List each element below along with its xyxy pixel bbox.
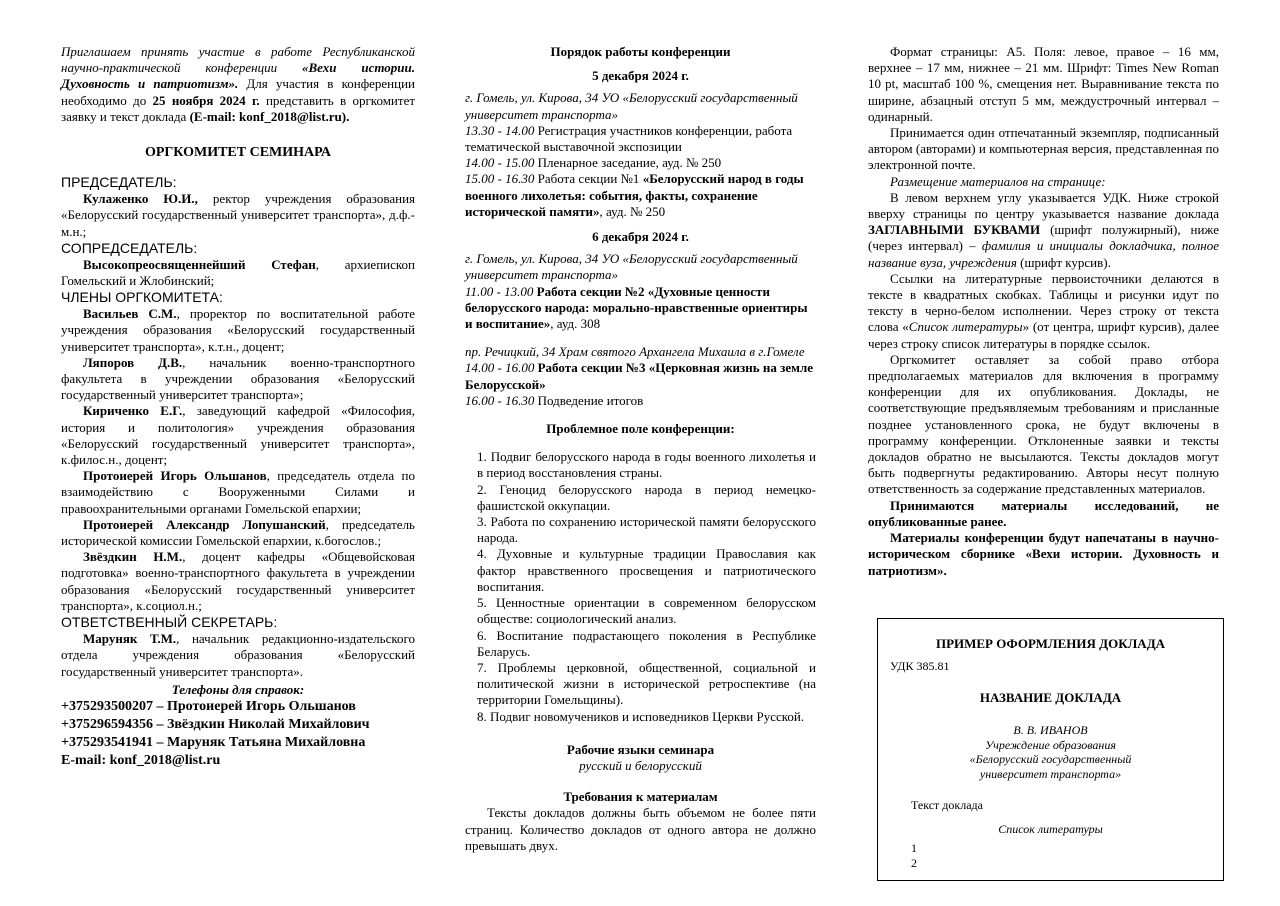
member-entry: Звёздкин Н.М., доцент кафедры «Общевойсковая подготовка» военно-транспортного факультета в учреждении образования «Белорусский государственный университет транспорта», к.социол.н.; [61, 549, 415, 613]
phone-line: +375296594356 – Звёздкин Николай Михайлович [61, 716, 370, 732]
list-item: 4. Духовные и культурные традиции Православия как фактор нравственного просвещения и патриотического воспитания. [477, 546, 816, 594]
schedule-item: 13.30 - 14.00 Регистрация участников конференции, работа тематической выставочной экспозиции [465, 122, 793, 155]
list-item: 1. Подвиг белорусского народа в годы военного лихолетья и в период восстановления страны. [477, 449, 816, 481]
chair-label: ПРЕДСЕДАТЕЛЬ: [61, 174, 177, 191]
references-text: Ссылки на литературные первоисточники делаются в тексте в квадратных скобках. Таблицы и рисунки идут по тексту в черно-белом исполнении. Через строку от текста слова «Список литературы» (от центра, шрифт курсив), далее через строку список литературы в порядке ссылок. [868, 270, 1220, 351]
sample-report-name: НАЗВАНИЕ ДОКЛАДА [979, 690, 1122, 705]
cochair-entry: Высокопреосвященнейший Стефан, архиепископ Гомельский и Жлобинский; [61, 256, 415, 289]
column-formatting [868, 44, 1219, 579]
sample-org-line: Учреждение образования [985, 737, 1116, 752]
sample-author: В. В. ИВАНОВ [1013, 723, 1088, 737]
sample-ref-number: 2 [911, 856, 917, 870]
day2-venue-2: пр. Речицкий, 34 Храм святого Архангела Михаила в г.Гомеле [465, 344, 805, 360]
publish-notice: Материалы конференции будут напечатаны в научно-историческом сборнике «Вехи истории. Духовность и патриотизм». [868, 530, 1219, 578]
sample-org-line: «Белорусский государственный [969, 752, 1132, 766]
cochair-label: СОПРЕДСЕДАТЕЛЬ: [61, 239, 198, 256]
sample-body-text: Текст доклада [911, 798, 983, 812]
schedule-heading: Порядок работы конференции [550, 44, 731, 59]
schedule-item: 15.00 - 16.30 Работа секции №1 «Белорусский народ в годы военного лихолетья: события, факты, сохранение исторической памяти», ауд. № 250 [465, 171, 804, 219]
member-entry: Протоиерей Александр Лопушанский, председатель исторической комиссии Гомельской епархии, к.богослов.; [61, 516, 415, 549]
member-entry: Васильев С.М., проректор по воспитательной работе учреждения образования «Белорусский государственный университет транспорта», к.т.н., доцент; [61, 306, 415, 354]
placement-text: В левом верхнем углу указывается УДК. Ниже строкой вверху страницы по центру указывается название доклада ЗАГЛАВНЫМИ БУКВАМИ (шрифт полужирный), ниже (через интервал) – фамилия и инициалы докладчика, полное название вуза, учреждения (шрифт курсив). [868, 189, 1220, 270]
requirements-heading: Требования к материалам [563, 789, 718, 805]
secretary-entry: Маруняк Т.М., начальник редакционно-издательского отдела учреждения образования «Белорусский государственный университет транспорта». [61, 631, 415, 679]
placement-heading: Размещение материалов на странице: [890, 173, 1106, 189]
orgcom-rights-text: Оргкомитет оставляет за собой право отбора предполагаемых материалов для включения в программу конференции для их опубликования. Доклады, не соответствующие предъявляемым требованиям и присланные позднее установленного срока, не будут включены в программу конференции. Отклоненные заявки и тексты докладов обратно не высылаются. Тексты докладов могут быть подвергнуты редактированию. Авторы несут полную ответственность за содержание представленных материалов. [868, 351, 1219, 497]
list-item: 7. Проблемы церковной, общественной, социальной и политической жизни в исторической ретроспективе (на территории Гомельщины). [477, 659, 816, 708]
member-entry: Протоиерей Игорь Ольшанов, председатель отдела по взаимодействию с Вооруженными Силами и правоохранительными органами Гомельской епархии; [61, 468, 415, 516]
sample-ref-number: 1 [911, 841, 917, 855]
sample-report-box [877, 618, 1224, 881]
chair-entry: Кулаженко Ю.И., ректор учреждения образования «Белорусский государственный университет транспорта», д.ф.-м.н.; [61, 191, 415, 239]
schedule-item: 14.00 - 16.00 Работа секции №3 «Церковная жизнь на земле Белорусской» [465, 360, 814, 392]
list-item: 8. Подвиг новомучеников и исповедников Церкви Русской. [477, 708, 805, 724]
sample-udk: УДК 385.81 [890, 659, 950, 673]
list-item: 2. Геноцид белорусского народа в период немецко-фашистской оккупации. [477, 481, 816, 513]
orgcom-heading: ОРГКОМИТЕТ СЕМИНАРА [144, 145, 332, 161]
copies-text: Принимается один отпечатанный экземпляр, подписанный автором (авторами) и компьютерная версия, представленная по электронной почте. [868, 125, 1219, 173]
column-schedule [465, 44, 816, 854]
members-list [61, 306, 415, 614]
day2-venue: г. Гомель, ул. Кирова, 34 УО «Белорусский государственный университет транспорта» [465, 251, 798, 283]
secretary-label: ОТВЕТСТВЕННЫЙ СЕКРЕТАРЬ: [61, 614, 278, 631]
member-entry: Кириченко Е.Г., заведующий кафедрой «Философия, история и политология» учреждения образования «Белорусский государственный университет транспорта», к.филос.н., доцент; [61, 403, 415, 468]
phone-line: +375293500207 – Протоиерей Игорь Ольшанов [61, 698, 356, 714]
problems-heading: Проблемное поле конференции: [546, 421, 735, 437]
member-entry: Ляпоров Д.В., начальник военно-транспортного факультета в учреждении образования «Белорусский государственный университет транспорта»; [61, 354, 415, 403]
format-text: Формат страницы: А5. Поля: левое, правое – 16 мм, верхнее – 17 мм, нижнее – 21 мм. Шрифт: Times New Roman 10 pt, масштаб 100 %, смещения нет. Выравнивание текста по ширине, абзацный отступ 5 мм, междустрочный интервал – одинарный. [868, 44, 1219, 124]
accept-notice: Принимаются материалы исследований, не опубликованные ранее. [868, 497, 1219, 529]
day1-date: 5 декабря 2024 г. [592, 68, 689, 84]
schedule-item: 11.00 - 13.00 Работа секции №2 «Духовные ценности белорусского народа: морально-нравственные ориентиры и воспитание», ауд. 308 [465, 283, 808, 332]
phones-list [61, 698, 415, 770]
languages-heading: Рабочие языки семинара [566, 741, 715, 757]
schedule-item: 14.00 - 15.00 Пленарное заседание, ауд. № 250 [465, 155, 722, 171]
invitation-paragraph: Приглашаем принять участие в работе Республиканской научно-практической конференции «Вехи истории. Духовность и патриотизм». Для участия в конференции необходимо до 25 ноября 2024 г. представить в оргкомитет заявку и текст доклада (E-mail: konf_2018@list.ru). [61, 44, 416, 124]
list-item: 3. Работа по сохранению исторической памяти белорусского народа. [477, 514, 816, 546]
day2-date: 6 декабря 2024 г. [592, 229, 689, 245]
list-item: 6. Воспитание подрастающего поколения в Республике Беларусь. [477, 627, 816, 659]
members-label: ЧЛЕНЫ ОРГКОМИТЕТА: [61, 289, 223, 306]
email-line: E-mail: konf_2018@list.ru [61, 752, 221, 768]
problems-list [465, 449, 816, 724]
schedule-item: 16.00 - 16.30 Подведение итогов [465, 392, 644, 408]
list-item: 5. Ценностные ориентации в современном белорусском обществе: социологический анализ. [477, 595, 816, 627]
phones-heading: Телефоны для справок: [171, 681, 305, 697]
day1-venue: г. Гомель, ул. Кирова, 34 УО «Белорусский государственный университет транспорта» [465, 90, 798, 122]
sample-org-line: университет транспорта» [979, 766, 1122, 781]
phone-line: +375293541941 – Маруняк Татьяна Михайловна [61, 734, 366, 750]
sample-title: ПРИМЕР ОФОРМЛЕНИЯ ДОКЛАДА [935, 636, 1166, 651]
languages-value: русский и белорусский [579, 757, 702, 773]
requirements-text: Тексты докладов должны быть объемом не более пяти страниц. Количество докладов от одного автора не должно превышать двух. [465, 805, 816, 853]
sample-references-heading: Список литературы [998, 822, 1103, 836]
sample-author-block [878, 723, 1223, 781]
column-organizing-committee [61, 44, 415, 770]
